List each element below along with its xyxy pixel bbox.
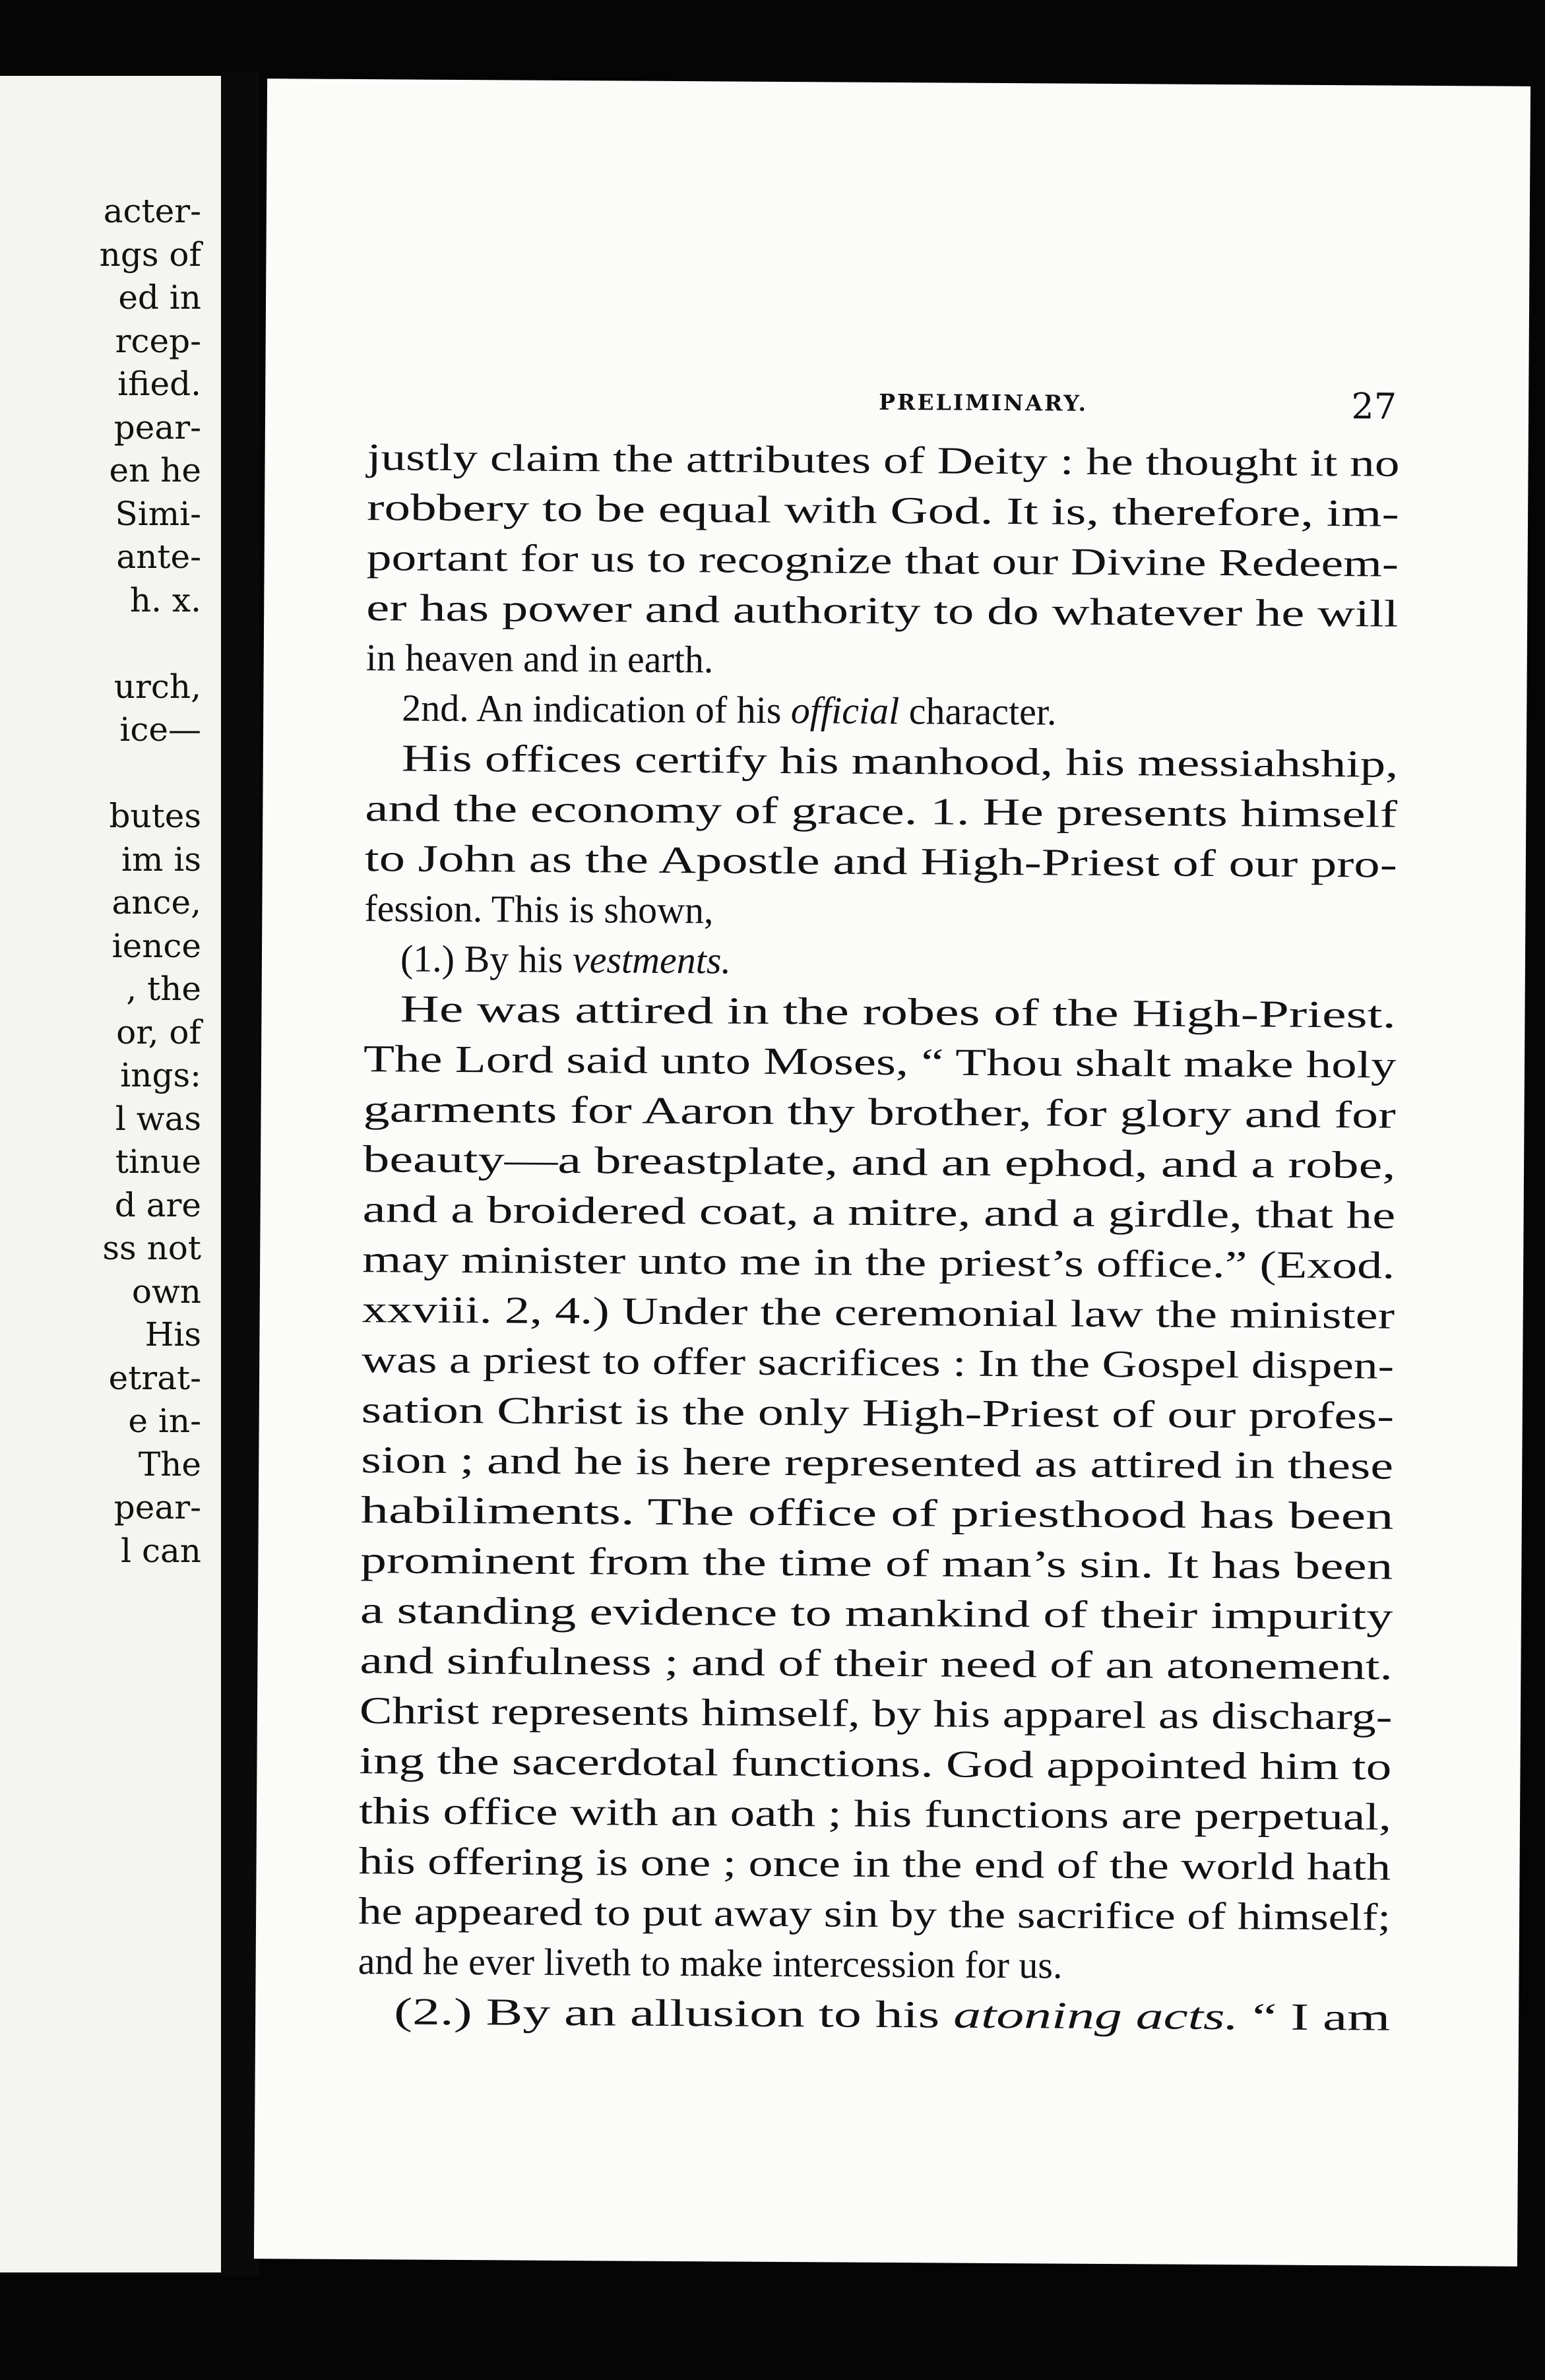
running-head: PRELIMINARY. bbox=[879, 389, 1088, 416]
text-line bbox=[360, 1585, 1393, 1642]
left-page-line: ience bbox=[111, 926, 201, 965]
text-line bbox=[360, 1535, 1393, 1592]
text-line bbox=[364, 933, 1397, 990]
text-line bbox=[365, 783, 1397, 840]
left-page-line: ed in bbox=[118, 278, 201, 317]
text-line bbox=[361, 1485, 1393, 1542]
left-page-line: ified. bbox=[117, 365, 201, 403]
text-run: he appeared to put away sin by the sacrifice of himself; bbox=[358, 1889, 1391, 1939]
left-page-line: ice— bbox=[119, 710, 201, 749]
text-run: “ I am bbox=[1238, 1995, 1391, 2039]
left-page-line: l was bbox=[115, 1099, 201, 1138]
text-run: a standing evidence to mankind of their impurity bbox=[360, 1588, 1393, 1638]
text-line bbox=[366, 633, 1399, 689]
text-run: was a priest to offer sacrifices : In the Gospel dispen- bbox=[362, 1338, 1395, 1387]
text-line bbox=[360, 1685, 1392, 1742]
left-page-line: The bbox=[138, 1445, 201, 1484]
page-header bbox=[367, 379, 1397, 432]
text-line bbox=[359, 1786, 1391, 1842]
italic-phrase: vestments. bbox=[572, 938, 732, 982]
page-gutter bbox=[221, 73, 259, 2276]
text-line bbox=[360, 1635, 1392, 1692]
left-page-line: im is bbox=[121, 840, 201, 879]
text-run: and he ever liveth to make intercession for us. bbox=[358, 1939, 1063, 1987]
left-page-line: en he bbox=[109, 451, 201, 489]
text-line bbox=[363, 1034, 1396, 1090]
text-run: in heaven and in earth. bbox=[365, 636, 714, 681]
text-run: 2nd. An indication of his bbox=[402, 686, 792, 732]
left-page-line: ings: bbox=[120, 1056, 201, 1094]
text-run: xxviii. 2, 4.) Under the ceremonial law the minister bbox=[362, 1288, 1395, 1337]
text-run: beauty—a breastplate, and an ephod, and a robe, bbox=[362, 1137, 1396, 1187]
left-page-line: butes bbox=[109, 797, 201, 835]
text-run: habiliments. The office of priesthood has been bbox=[360, 1488, 1394, 1538]
text-line bbox=[367, 482, 1399, 539]
italic-phrase: atoning acts. bbox=[953, 1993, 1239, 2038]
left-page-line: or, of bbox=[116, 1013, 201, 1051]
text-line bbox=[365, 833, 1397, 890]
text-line bbox=[358, 1886, 1391, 1943]
text-run: and a broidered coat, a mitre, and a girdle, that he bbox=[362, 1187, 1396, 1237]
text-run: justly claim the attributes of Deity : he thought it no bbox=[367, 435, 1400, 485]
left-page-line: ss not bbox=[102, 1229, 201, 1267]
text-line bbox=[363, 984, 1396, 1040]
left-page-line: ante- bbox=[116, 538, 201, 576]
text-run: Christ represents himself, by his apparel as discharg- bbox=[359, 1689, 1393, 1738]
text-run: robbery to be equal with God. It is, therefore, im- bbox=[366, 485, 1400, 535]
text-run: His offices certify his manhood, his messiahship, bbox=[401, 736, 1399, 786]
left-page-line: h. x. bbox=[129, 580, 201, 619]
body-text bbox=[358, 432, 1400, 2043]
text-line bbox=[362, 1385, 1394, 1441]
left-page-line: tinue bbox=[115, 1143, 201, 1181]
text-line bbox=[361, 1435, 1393, 1491]
text-line bbox=[362, 1184, 1395, 1241]
text-run: and sinfulness ; and of their need of an atonement. bbox=[360, 1639, 1393, 1688]
left-page-line: d are bbox=[114, 1185, 201, 1224]
text-run: (2.) By an allusion to his bbox=[394, 1989, 954, 2036]
text-line bbox=[363, 1134, 1395, 1191]
left-page-line: etrat- bbox=[108, 1358, 201, 1397]
text-run: The Lord said unto Moses, “ Thou shalt make holy bbox=[363, 1037, 1397, 1086]
text-run: sion ; and he is here represented as attired in these bbox=[361, 1438, 1394, 1488]
text-line bbox=[358, 1836, 1391, 1893]
text-line bbox=[358, 1986, 1390, 2043]
text-line bbox=[359, 1736, 1391, 1792]
left-page-line: ngs of bbox=[99, 235, 201, 274]
text-line bbox=[362, 1234, 1395, 1291]
text-line bbox=[358, 1936, 1390, 1993]
text-line bbox=[365, 683, 1398, 739]
left-page-line: pear- bbox=[113, 408, 201, 447]
left-page-line: ance, bbox=[111, 883, 201, 922]
left-page-line: , the bbox=[126, 970, 201, 1008]
left-page-line: e in- bbox=[128, 1402, 201, 1440]
text-line bbox=[366, 532, 1399, 589]
text-line bbox=[362, 1334, 1394, 1391]
text-run: ing the sacerdotal functions. God appointed him to bbox=[359, 1739, 1392, 1788]
left-page-line: urch, bbox=[113, 667, 201, 706]
left-page-line: acter- bbox=[103, 192, 201, 230]
left-page-line: rcep- bbox=[115, 321, 201, 360]
text-run: portant for us to recognize that our Divine Redeem- bbox=[366, 536, 1399, 585]
left-page-line: His bbox=[144, 1315, 201, 1354]
text-line bbox=[364, 883, 1397, 940]
book-page bbox=[254, 78, 1530, 2267]
text-run: character. bbox=[899, 689, 1057, 734]
text-run: prominent from the time of man’s sin. It has been bbox=[360, 1538, 1393, 1588]
left-page-line: own bbox=[131, 1272, 201, 1311]
text-run: sation Christ is the only High-Priest of our profes- bbox=[361, 1388, 1395, 1437]
text-line bbox=[362, 1284, 1394, 1341]
previous-page-fragment bbox=[0, 76, 221, 2272]
text-line bbox=[365, 733, 1398, 790]
page-number: 27 bbox=[1351, 385, 1397, 427]
left-page-line: pear- bbox=[113, 1488, 201, 1526]
text-run: may minister unto me in the priest’s office.” (Exod. bbox=[362, 1237, 1395, 1287]
text-run: garments for Aaron thy brother, for glory and for bbox=[363, 1087, 1397, 1137]
left-page-line: l can bbox=[121, 1531, 201, 1570]
text-run: his offering is one ; once in the end of the world hath bbox=[358, 1839, 1391, 1889]
text-line bbox=[367, 432, 1399, 489]
italic-phrase: official bbox=[790, 689, 900, 733]
text-run: to John as the Apostle and High-Priest of our pro- bbox=[364, 836, 1398, 886]
text-run: and the economy of grace. 1. He presents himself bbox=[365, 786, 1398, 836]
text-run: this office with an oath ; his functions are perpetual, bbox=[358, 1789, 1392, 1838]
text-line bbox=[366, 582, 1399, 639]
left-page-line: Simi- bbox=[115, 494, 201, 533]
text-run: er has power and authority to do whatever he will bbox=[366, 586, 1399, 635]
text-run: He was attired in the robes of the High-Priest. bbox=[400, 987, 1397, 1036]
text-run: (1.) By his bbox=[400, 937, 573, 982]
text-line bbox=[363, 1084, 1395, 1141]
text-run: fession. This is shown, bbox=[364, 887, 714, 932]
